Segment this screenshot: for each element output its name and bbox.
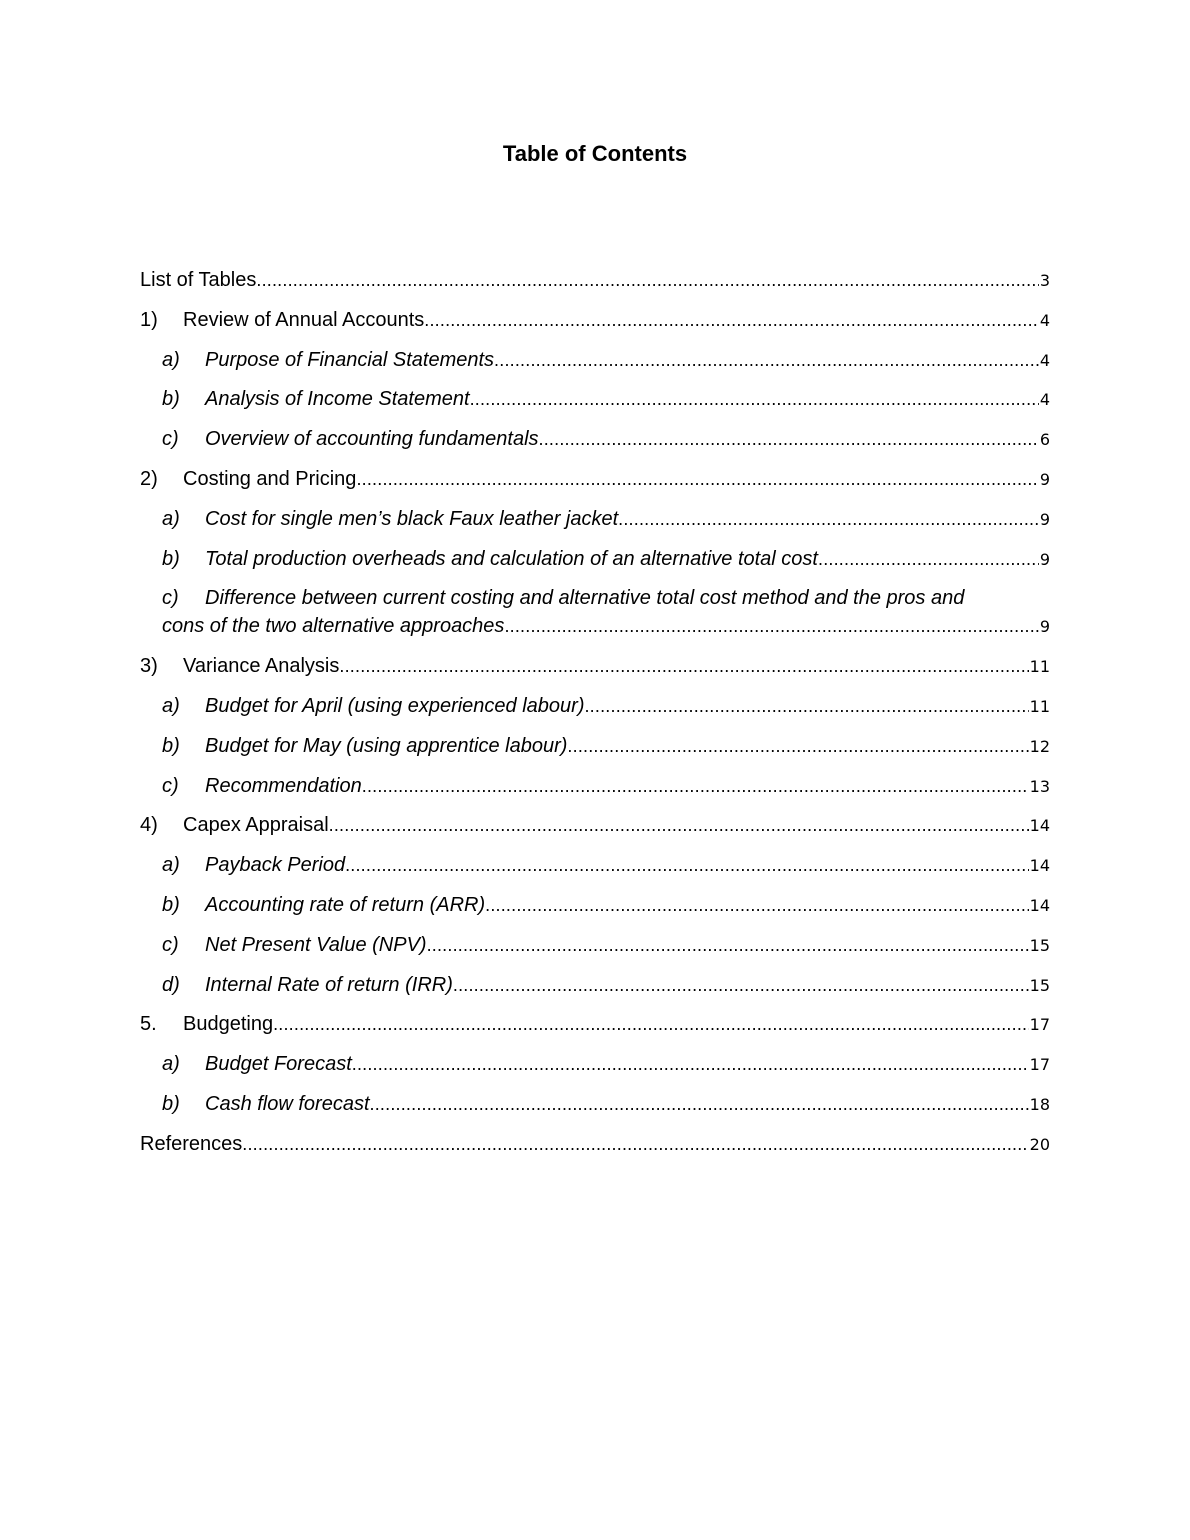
toc-entry-label: Accounting rate of return (ARR) <box>205 893 486 916</box>
toc-entry-page: 15 <box>1029 975 1050 995</box>
dot-leader <box>424 306 1039 334</box>
toc-entry-costing-and-pricing[interactable] <box>140 465 1050 493</box>
toc-entry-page: 18 <box>1029 1094 1050 1114</box>
toc-entry-page: 15 <box>1029 935 1050 955</box>
toc-entry-label: Capex Appraisal <box>183 814 329 837</box>
toc-entry-page: 17 <box>1029 1055 1050 1075</box>
toc-entry-list-of-tables[interactable] <box>140 266 1050 294</box>
toc-entry-accounting-rate-of-return[interactable] <box>140 891 1050 919</box>
dot-leader <box>273 1010 1029 1038</box>
toc-entry-capex-appraisal[interactable] <box>140 811 1050 839</box>
dot-leader <box>329 811 1029 839</box>
toc-entry-review-of-annual-accounts[interactable] <box>140 306 1050 334</box>
toc-entry-number: 5. <box>140 1013 157 1036</box>
dot-leader <box>370 1090 1029 1118</box>
toc-entry-label: Costing and Pricing <box>183 467 357 490</box>
toc-entry-page: 12 <box>1029 736 1050 756</box>
toc-entry-page: 9 <box>1039 509 1050 529</box>
toc-entry-purpose-of-financial-statements[interactable] <box>140 346 1050 374</box>
toc-entry-page: 9 <box>1039 469 1050 489</box>
toc-entry-label: Net Present Value (NPV) <box>205 933 427 956</box>
toc-entry-analysis-of-income-statement[interactable] <box>140 385 1050 413</box>
dot-leader <box>256 266 1038 294</box>
dot-leader <box>470 385 1039 413</box>
dot-leader <box>453 971 1029 999</box>
toc-entry-label: List of Tables <box>140 269 257 291</box>
dot-leader <box>567 732 1028 760</box>
toc-entry-page: 17 <box>1029 1015 1050 1035</box>
dot-leader <box>242 1130 1028 1158</box>
toc-entry-number: b) <box>162 893 180 916</box>
dot-leader <box>352 1050 1029 1078</box>
toc-entry-number: 4) <box>140 814 158 837</box>
toc-entry-label: Cash flow forecast <box>205 1092 370 1115</box>
toc-entry-number: c) <box>162 933 179 956</box>
toc-entry-label-continued: cons of the two alternative approaches <box>162 615 505 638</box>
toc-entry-page: 3 <box>1039 271 1050 290</box>
toc-entry-page: 14 <box>1029 895 1050 915</box>
toc-entry-number: c) <box>162 428 179 451</box>
toc-entry-label: Difference between current costing and alternative total cost method and the pros and <box>205 587 965 610</box>
toc-entry-number: d) <box>162 973 180 996</box>
toc-entry-page: 13 <box>1029 776 1050 796</box>
toc-entry-page: 4 <box>1039 350 1050 370</box>
toc-entry-label: Review of Annual Accounts <box>183 308 425 331</box>
toc-entry-label: Budget for April (using experienced labour) <box>205 694 585 717</box>
toc-entry-label: Cost for single men’s black Faux leather jacket <box>205 507 619 530</box>
toc-entry-label: Budgeting <box>183 1013 274 1036</box>
dot-leader <box>539 425 1039 453</box>
toc-entry-total-production-overheads[interactable] <box>140 545 1050 573</box>
dot-leader <box>485 891 1029 919</box>
dot-leader <box>584 692 1028 720</box>
table-of-contents <box>140 266 1050 1170</box>
toc-entry-budget-for-may[interactable] <box>140 732 1050 760</box>
toc-entry-label: Purpose of Financial Statements <box>205 348 495 371</box>
toc-entry-number: c) <box>162 587 179 610</box>
toc-entry-number: a) <box>162 507 180 530</box>
toc-entry-cost-for-jacket[interactable] <box>140 505 1050 533</box>
dot-leader <box>345 851 1029 879</box>
toc-entry-net-present-value[interactable] <box>140 931 1050 959</box>
toc-entry-label: Recommendation <box>205 774 362 797</box>
toc-entry-references[interactable] <box>140 1130 1050 1158</box>
dot-leader <box>504 612 1038 640</box>
toc-entry-number: a) <box>162 348 180 371</box>
toc-entry-number: a) <box>162 694 180 717</box>
toc-entry-label: Overview of accounting fundamentals <box>205 428 539 451</box>
toc-entry-budget-for-april[interactable] <box>140 692 1050 720</box>
toc-entry-number: b) <box>162 388 180 411</box>
toc-entry-page: 9 <box>1039 549 1050 569</box>
toc-entry-number: 2) <box>140 467 158 490</box>
toc-entry-label: Budget for May (using apprentice labour) <box>205 734 568 757</box>
toc-entry-internal-rate-of-return[interactable] <box>140 971 1050 999</box>
toc-entry-label: Total production overheads and calculation of an alternative total cost <box>205 547 818 570</box>
toc-entry-number: b) <box>162 547 180 570</box>
toc-entry-page: 4 <box>1039 310 1050 330</box>
toc-entry-label: References <box>140 1132 243 1155</box>
toc-entry-number: a) <box>162 1053 180 1076</box>
toc-entry-number: b) <box>162 1092 180 1115</box>
toc-entry-cash-flow-forecast[interactable] <box>140 1090 1050 1118</box>
toc-entry-overview-of-accounting-fundamentals[interactable] <box>140 425 1050 453</box>
toc-entry-difference-between-costing-methods[interactable] <box>140 584 1050 640</box>
toc-entry-page: 20 <box>1029 1134 1050 1154</box>
toc-entry-number: 3) <box>140 655 158 678</box>
dot-leader <box>356 465 1038 493</box>
dot-leader <box>339 652 1028 680</box>
toc-entry-page: 14 <box>1029 856 1050 876</box>
toc-entry-label: Analysis of Income Statement <box>205 388 470 411</box>
toc-entry-label: Payback Period <box>205 854 346 877</box>
toc-entry-recommendation[interactable] <box>140 772 1050 800</box>
dot-leader <box>494 346 1039 374</box>
toc-entry-number: b) <box>162 734 180 757</box>
dot-leader <box>618 505 1039 533</box>
toc-entry-page: 11 <box>1029 657 1050 677</box>
toc-entry-page: 11 <box>1029 696 1050 716</box>
toc-entry-number: a) <box>162 854 180 877</box>
dot-leader <box>818 545 1039 573</box>
toc-entry-budgeting[interactable] <box>140 1010 1050 1038</box>
toc-entry-page: 14 <box>1029 816 1050 836</box>
page-title: Table of Contents <box>502 141 688 166</box>
toc-entry-budget-forecast[interactable] <box>140 1050 1050 1078</box>
toc-entry-variance-analysis[interactable] <box>140 652 1050 680</box>
toc-entry-page: 9 <box>1039 617 1050 637</box>
toc-entry-number: c) <box>162 774 179 797</box>
toc-entry-label: Variance Analysis <box>183 655 340 678</box>
toc-entry-page: 6 <box>1039 430 1050 450</box>
toc-entry-label: Budget Forecast <box>205 1053 352 1076</box>
toc-entry-label: Internal Rate of return (IRR) <box>205 973 453 996</box>
toc-entry-payback-period[interactable] <box>140 851 1050 879</box>
dot-leader <box>362 772 1029 800</box>
toc-entry-number: 1) <box>140 308 158 331</box>
dot-leader <box>427 931 1029 959</box>
toc-entry-page: 4 <box>1039 390 1050 410</box>
